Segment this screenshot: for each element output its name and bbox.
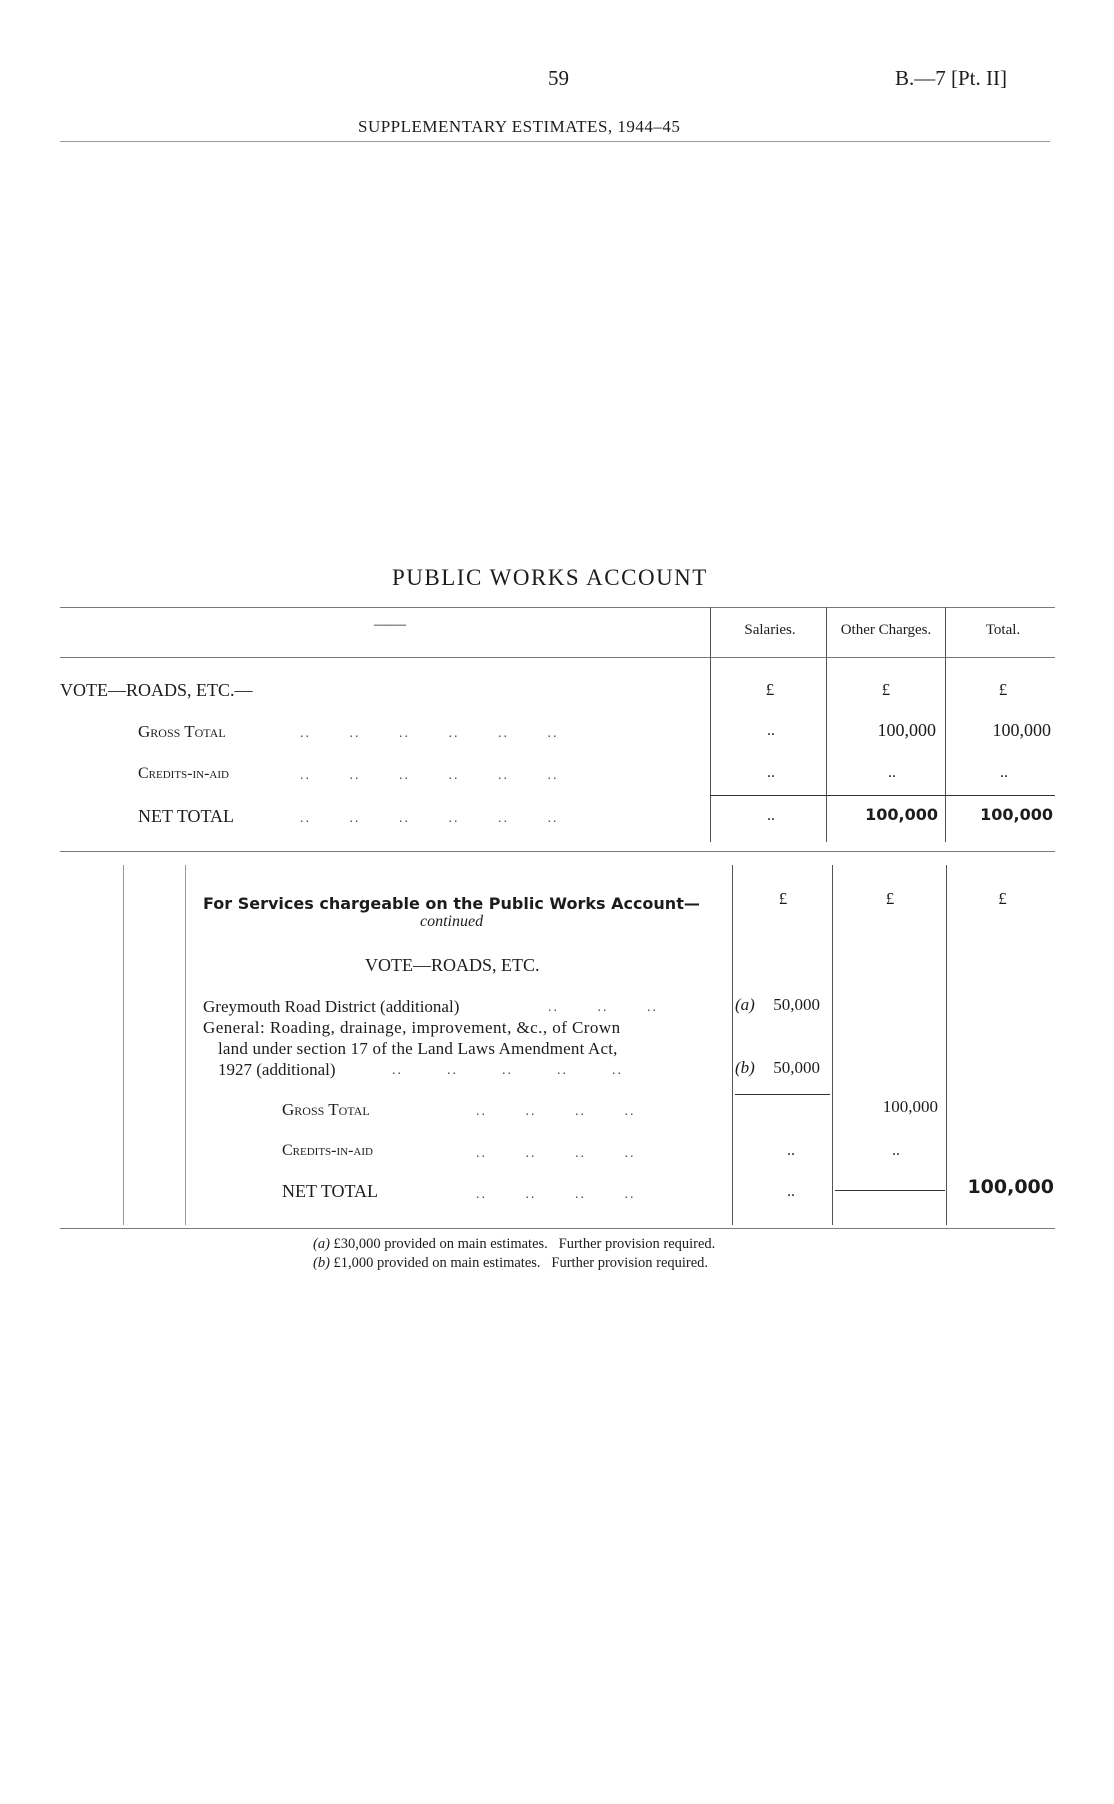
- summary-credits-total: ..: [1000, 764, 1008, 781]
- summary-net-total: 100,000: [980, 805, 1053, 824]
- summary-gross-salaries: ..: [767, 722, 775, 739]
- column-header-other-charges: Other Charges.: [840, 622, 932, 638]
- detail-salaries-sum-rule: [735, 1094, 830, 1095]
- detail-credits-other: ..: [892, 1142, 900, 1159]
- detail-item-text: Greymouth Road District (additional): [203, 997, 460, 1016]
- summary-credits-salaries: ..: [767, 764, 775, 781]
- summary-net-other: 100,000: [865, 805, 938, 824]
- detail-item-text: 1927 (additional): [218, 1060, 336, 1079]
- summary-bottom-rule: [60, 851, 1055, 852]
- leader-dots: .. .. .. ..: [476, 1146, 636, 1161]
- footnote-mark: (b): [313, 1255, 330, 1271]
- summary-currency-total: £: [998, 680, 1008, 699]
- leader-dots: .. .. .. .. .. ..: [300, 726, 559, 741]
- leader-dots: .. .. ..: [548, 1000, 658, 1015]
- detail-item-text: land under section 17 of the Land Laws Amendment Act,: [218, 1039, 618, 1058]
- leader-dots: .. .. .. ..: [476, 1187, 636, 1202]
- leader-dots: .. .. .. .. .. ..: [300, 811, 559, 826]
- footnote-a: [313, 1236, 715, 1253]
- detail-currency-salaries: £: [778, 889, 788, 908]
- detail-left-rule-2: [185, 865, 186, 1225]
- column-header-salaries: Salaries.: [744, 622, 796, 638]
- footnote-mark: (a): [313, 1236, 330, 1252]
- running-title: SUPPLEMENTARY ESTIMATES, 1944–45: [358, 117, 681, 136]
- footnote-b: [313, 1255, 708, 1272]
- summary-subtotal-rule: [710, 795, 1055, 796]
- detail-total-sum-rule: [835, 1190, 945, 1191]
- page-number: 59: [548, 66, 569, 90]
- detail-left-rule-1: [123, 865, 124, 1225]
- detail-item-text: General: Roading, drainage, improvement, &c., of Crown: [203, 1018, 621, 1037]
- detail-heading-continued: continued: [420, 913, 484, 930]
- summary-top-rule: [60, 607, 1055, 608]
- footnote-text: £30,000 provided on main estimates. Further provision required.: [333, 1236, 716, 1252]
- detail-net-total: 100,000: [967, 1176, 1054, 1198]
- detail-divider-1: [732, 865, 733, 1225]
- leader-dots: .. .. .. .. ..: [392, 1063, 623, 1078]
- summary-credits-label: Credits-in-aid: [138, 765, 229, 782]
- detail-item-mark: (a): [735, 995, 755, 1014]
- summary-currency-salaries: £: [765, 680, 775, 699]
- column-header-blank: ——: [374, 616, 406, 633]
- summary-net-label: NET TOTAL: [138, 806, 235, 826]
- detail-net-salaries: ..: [787, 1183, 795, 1200]
- detail-currency-total: £: [998, 889, 1007, 908]
- detail-credits-salaries: ..: [787, 1142, 795, 1159]
- summary-divider-1: [710, 607, 711, 842]
- column-header-rule: [60, 657, 1055, 658]
- detail-heading: For Services chargeable on the Public Works Account—: [203, 894, 700, 913]
- detail-divider-2: [832, 865, 833, 1225]
- detail-divider-3: [946, 865, 947, 1225]
- detail-currency-other: £: [885, 889, 895, 908]
- footnote-text: £1,000 provided on main estimates. Further provision required.: [333, 1255, 709, 1271]
- detail-gross-other: 100,000: [882, 1097, 938, 1116]
- header-rule: [60, 141, 1050, 142]
- leader-dots: .. .. .. .. .. ..: [300, 768, 559, 783]
- column-header-total: Total.: [985, 622, 1021, 638]
- summary-gross-other: 100,000: [877, 720, 936, 740]
- summary-credits-other: ..: [888, 764, 896, 781]
- detail-vote-heading: VOTE—ROADS, ETC.: [365, 955, 540, 975]
- detail-item-mark: (b): [735, 1058, 755, 1077]
- summary-net-salaries: ..: [767, 807, 775, 824]
- detail-credits-label: Credits-in-aid: [282, 1142, 373, 1159]
- detail-bottom-rule: [60, 1228, 1055, 1229]
- detail-item-amount: 50,000: [773, 995, 820, 1014]
- page-title: PUBLIC WORKS ACCOUNT: [392, 565, 708, 590]
- summary-currency-other: £: [881, 680, 891, 699]
- detail-gross-label: Gross Total: [282, 1100, 370, 1119]
- detail-item-amount: 50,000: [773, 1058, 820, 1077]
- leader-dots: .. .. .. ..: [476, 1104, 636, 1119]
- document-reference: B.—7 [Pt. II]: [895, 66, 1007, 90]
- summary-vote-heading: VOTE—ROADS, ETC.—: [60, 680, 253, 700]
- summary-gross-total: 100,000: [992, 720, 1051, 740]
- summary-gross-label: Gross Total: [138, 722, 226, 741]
- detail-net-label: NET TOTAL: [282, 1181, 379, 1201]
- summary-divider-3: [945, 607, 946, 842]
